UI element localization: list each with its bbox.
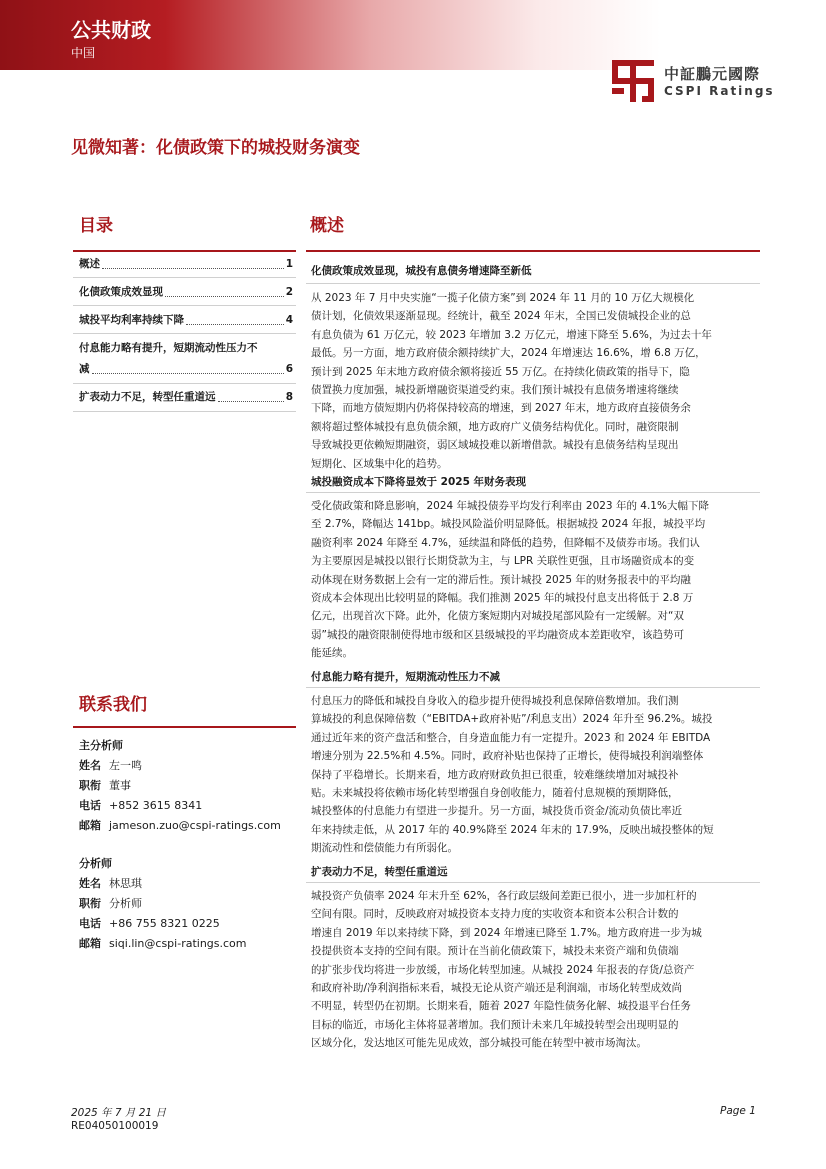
toc-item-label: 概述 — [79, 258, 100, 270]
paragraph-line: 通过近年来的资产盘活和整合，自身造血能力有一定提升。2023 和 2024 年 EBITDA — [311, 731, 711, 744]
section-title: 公共财政 — [71, 18, 151, 42]
toc-separator — [73, 333, 296, 334]
chief-analyst-label: 主分析师 — [79, 739, 123, 752]
toc-item-policy[interactable] — [79, 284, 293, 301]
paragraph-line: 不明显，转型仍在初期。长期来看，随着 2027 年隐性债务化解、城投退平台任务 — [311, 1000, 691, 1013]
paragraph-line: 预计到 2025 年末地方政府债余额将接近 55 万亿。在持续化债政策的指导下，隐 — [311, 365, 690, 378]
paragraph-line: 空间有限。同时，反映政府对城投资本支持力度的实收资本和资本公积合计数的 — [311, 908, 679, 921]
chief-title-row: 职衔 董事 — [79, 779, 131, 792]
analyst-name-row: 姓名 林思琪 — [79, 877, 142, 890]
toc-separator — [73, 383, 296, 384]
paragraph-line: 算城投的利息保障倍数（“EBITDA+政府补贴”/利息支出）2024 年升至 96.2%。城投 — [311, 713, 713, 726]
contact-divider — [73, 726, 296, 728]
document-title: 见微知著：化债政策下的城投财务演变 — [71, 138, 360, 158]
overview-heading: 概述 — [310, 216, 344, 236]
logo-name-cn: 中証鵬元國際 — [664, 65, 761, 83]
analyst-email-link[interactable]: siqi.lin@cspi-ratings.com — [109, 937, 247, 950]
toc-separator — [73, 305, 296, 306]
cspi-logo-icon — [612, 60, 654, 102]
section-heading-rates: 城投融资成本下降将显效于 2025 年财务表现 — [311, 476, 527, 488]
paragraph-line: 导致城投更依赖短期融资，弱区域城投难以新增借款。城投有息债务结构呈现出 — [311, 439, 679, 452]
toc-item-label: 扩表动力不足，转型任重道远 — [79, 391, 216, 403]
section-separator — [306, 687, 760, 688]
chief-email-link[interactable]: jameson.zuo@cspi-ratings.com — [109, 819, 281, 832]
paragraph-line: 额将超过整体城投有息负债余额，地方政府广义债务结构优化。同时，融资限制 — [311, 420, 679, 433]
toc-item-label: 付息能力略有提升，短期流动性压力不 — [79, 342, 258, 354]
paragraph-line: 下降，而地方债短期内仍将保持较高的增速，到 2027 年末，地方政府直接债务余 — [311, 402, 691, 415]
logo-name-en: CSPI Ratings — [664, 84, 775, 98]
paragraph-line: 和政府补助/净利润指标来看，城投无论从资产端还是利润端，市场化转型成效尚 — [311, 982, 683, 995]
analyst-label: 分析师 — [79, 857, 112, 870]
paragraph-line: 为主要原因是城投以银行长期贷款为主，与 LPR 关联性更强，且市场融资成本的变 — [311, 555, 695, 568]
paragraph-line: 动体现在财务数据上会有一定的滞后性。预计城投 2025 年的财务报表中的平均融 — [311, 573, 691, 586]
chief-email-row[interactable]: 邮箱 jameson.zuo@cspi-ratings.com — [79, 819, 281, 832]
toc-item-page: 2 — [285, 286, 293, 298]
paragraph-line: 至 2.7%，降幅达 141bp。城投风险溢价明显降低。根据城投 2024 年报，城投平均 — [311, 518, 706, 531]
toc-item-rates[interactable] — [79, 312, 293, 329]
page-number: Page 1 — [720, 1105, 756, 1117]
toc-item-page: 4 — [285, 314, 293, 326]
toc-item-label-cont: 减 — [79, 363, 90, 375]
section-separator — [306, 283, 760, 284]
contact-heading: 联系我们 — [79, 695, 147, 715]
section-heading-policy: 化债政策成效显现，城投有息债务增速降至新低 — [311, 265, 532, 277]
paragraph-line: 债置换力度加强，城投新增融资渠道受约束。我们预计城投有息债务增速将继续 — [311, 384, 679, 397]
paragraph-line: 目标的临近，市场化主体将显著增加。我们预计未来几年城投转型会出现明显的 — [311, 1018, 679, 1031]
report-date: 2025 年 7 月 21 日 — [71, 1107, 166, 1119]
paragraph-line: 短期化、区域集中化的趋势。 — [311, 457, 448, 470]
paragraph-line: 资成本会体现出比较明显的降幅。我们推测 2025 年的城投付息支出将低于 2.8 万 — [311, 592, 694, 605]
report-id: RE04050100019 — [71, 1120, 159, 1132]
toc-item-transition[interactable] — [79, 389, 293, 406]
paragraph-line: 能延续。 — [311, 647, 353, 660]
paragraph-line: 期流动性和偿债能力有所弱化。 — [311, 842, 458, 855]
toc-separator — [73, 411, 296, 412]
paragraph-line: 贴。未来城投将依赖市场化转型增强自身创收能力，随着付息规模的预期降低， — [311, 787, 679, 800]
paragraph-line: 付息压力的降低和城投自身收入的稳步提升使得城投利息保障倍数增加。我们测 — [311, 695, 679, 707]
region-label: 中国 — [71, 46, 96, 60]
toc-item-overview[interactable] — [79, 256, 293, 273]
paragraph-line: 城投整体的付息能力有望进一步提升。另一方面，城投货币资金/流动负债比率近 — [311, 805, 683, 818]
toc-divider — [73, 250, 296, 252]
paragraph-policy — [311, 289, 757, 473]
paragraph-transition — [311, 887, 757, 1053]
toc-heading: 目录 — [79, 216, 113, 236]
section-heading-transition: 扩表动力不足，转型任重道远 — [311, 866, 448, 878]
paragraph-line: 从 2023 年 7 月中央实施“一揽子化债方案”到 2024 年 11 月的 10 万亿大规模化 — [311, 292, 695, 304]
paragraph-line: 增速分别为 22.5%和 4.5%。同时，政府补贴也保持了正增长，使得城投利润端整体 — [311, 750, 704, 763]
chief-name-row: 姓名 左一鸣 — [79, 759, 142, 772]
analyst-phone-row: 电话 +86 755 8321 0225 — [79, 917, 220, 930]
paragraph-line: 亿元，出现首次下降。此外，化债方案短期内对城投尾部风险有一定缓解。对“双 — [311, 610, 684, 623]
section-separator — [306, 882, 760, 883]
paragraph-line: 融资利率 2024 年降至 4.7%，延续温和降低的趋势，但降幅不及债券市场。我们认 — [311, 536, 700, 549]
paragraph-line: 最低。另一方面，地方政府债余额持续扩大，2024 年增速达 16.6%，增 6.8 万亿， — [311, 347, 706, 360]
overview-divider — [306, 250, 760, 252]
section-separator — [306, 492, 760, 493]
paragraph-line: 投提供资本支持的空间有限。预计在当前化债政策下，城投未来资产端和负债端 — [311, 945, 679, 958]
paragraph-line: 受化债政策和降息影响，2024 年城投债券平均发行利率由 2023 年的 4.1%大幅下降 — [311, 500, 709, 512]
analyst-title-row: 职衔 分析师 — [79, 897, 142, 910]
toc-item-page: 6 — [285, 363, 293, 375]
toc-item-page: 1 — [285, 258, 293, 270]
section-heading-liquidity: 付息能力略有提升，短期流动性压力不减 — [311, 671, 500, 683]
toc-item-label: 城投平均利率持续下降 — [79, 314, 184, 326]
paragraph-line: 弱”城投的融资限制使得地市级和区县级城投的平均融资成本差距收窄，该趋势可 — [311, 628, 684, 641]
toc-item-liquidity[interactable] — [79, 340, 293, 378]
paragraph-line: 城投资产负债率 2024 年末升至 62%，各行政层级间差距已很小，进一步加杠杆的 — [311, 890, 697, 902]
toc-item-page: 8 — [285, 391, 293, 403]
paragraph-line: 区域分化，发达地区可能先见成效，部分城投可能在转型中被市场淘汰。 — [311, 1037, 647, 1050]
toc-item-label: 化债政策成效显现 — [79, 286, 163, 298]
paragraph-rates — [311, 497, 757, 663]
paragraph-liquidity — [311, 692, 757, 858]
paragraph-line: 增速自 2019 年以来持续下降，到 2024 年增速已降至 1.7%。地方政府进一步为城 — [311, 926, 702, 939]
paragraph-line: 保持了平稳增长。长期来看，地方政府财政负担已很重，较难继续增加对城投补 — [311, 768, 679, 781]
analyst-email-row[interactable]: 邮箱 siqi.lin@cspi-ratings.com — [79, 937, 247, 950]
chief-phone-row: 电话 +852 3615 8341 — [79, 799, 203, 812]
toc-separator — [73, 277, 296, 278]
paragraph-line: 债计划，化债效果逐渐显现。经统计，截至 2024 年末，全国已发债城投企业的总 — [311, 310, 691, 323]
paragraph-line: 的扩张步伐均将进一步放缓，市场化转型加速。从城投 2024 年报表的存货/总资产 — [311, 963, 695, 976]
paragraph-line: 年来持续走低，从 2017 年的 40.9%降至 2024 年末的 17.9%，反映出城投整体的短 — [311, 823, 714, 836]
paragraph-line: 有息负债为 61 万亿元，较 2023 年增加 3.2 万亿元，增速下降至 5.6%，为过去十年 — [311, 328, 712, 341]
